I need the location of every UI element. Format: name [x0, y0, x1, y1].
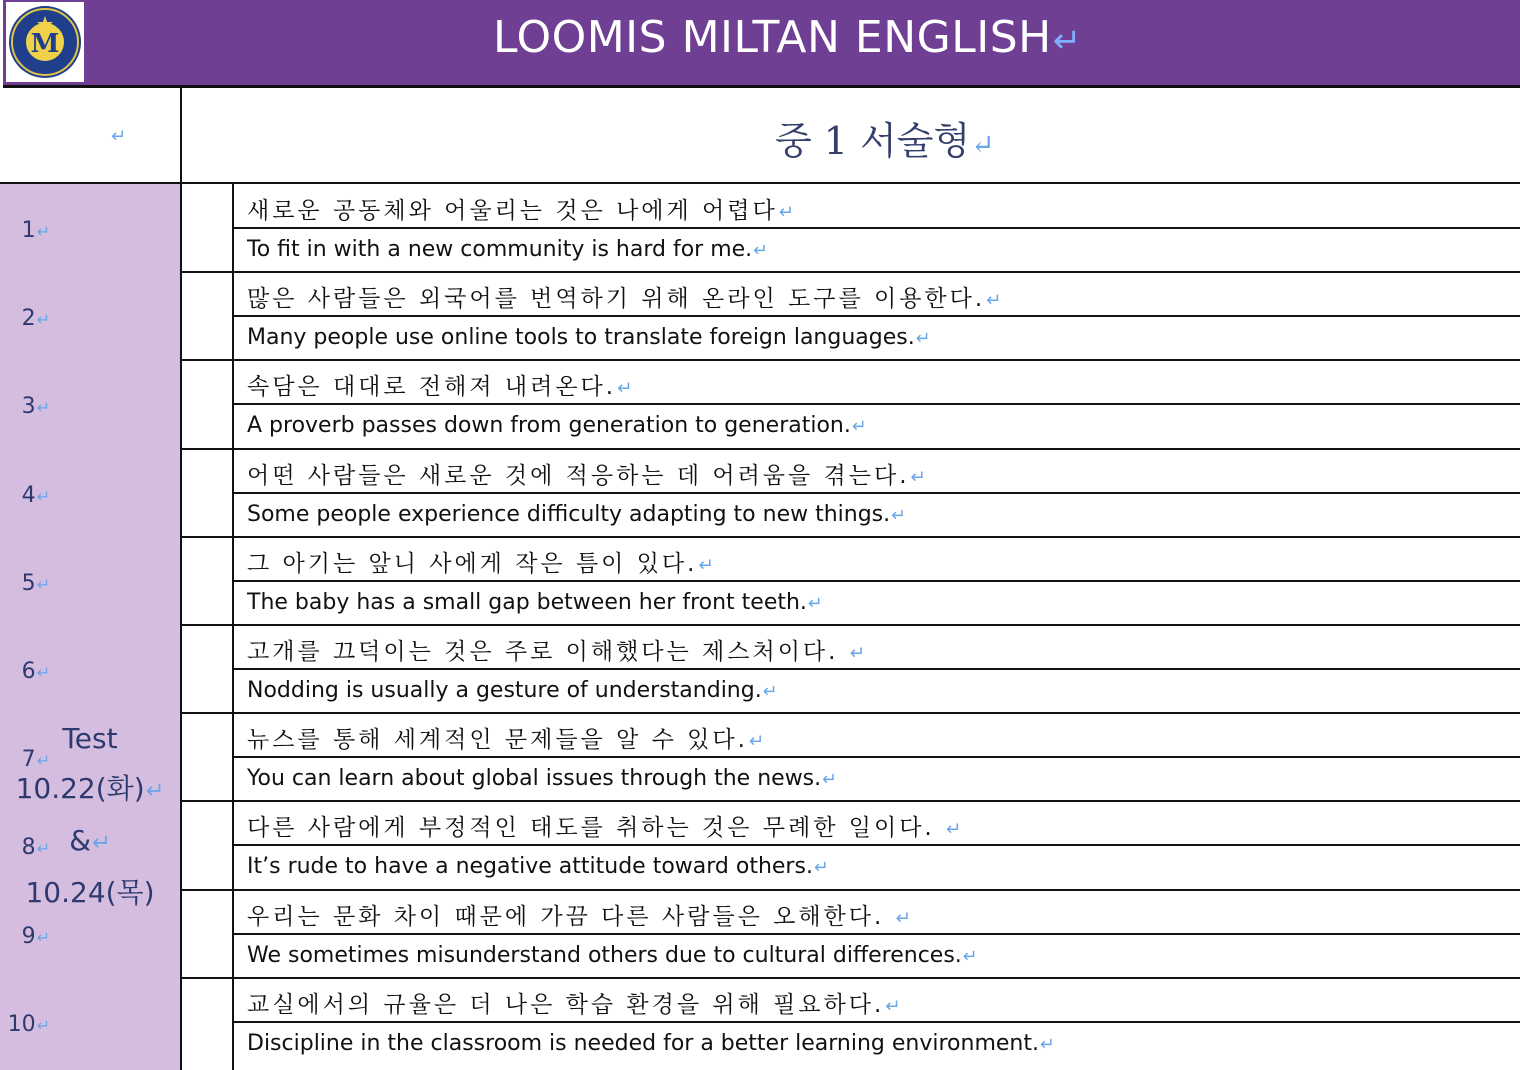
english-sentence: Nodding is usually a gesture of understanding.↵ [247, 678, 778, 703]
item-divider [233, 536, 1520, 538]
worksheet-subtitle: 중 1 서술형↵ [775, 119, 995, 163]
item-number: 4↵ [21, 482, 50, 508]
test-date-2: 10.24(목) [25, 876, 155, 909]
number-divider [182, 536, 232, 538]
item-number: 1↵ [21, 218, 50, 243]
item-number: 5↵ [21, 570, 50, 596]
item-number: 2↵ [21, 306, 50, 332]
row-divider [233, 844, 1520, 846]
row-divider [233, 933, 1520, 935]
number-divider [182, 712, 232, 714]
english-sentence: To fit in with a new community is hard for me.↵ [247, 237, 768, 262]
row-divider [233, 668, 1520, 670]
test-dates [0, 714, 180, 918]
school-logo [6, 2, 84, 82]
page-title: LOOMIS MILTAN ENGLISH↵ [493, 12, 1082, 63]
test-ampersand: &↵ [69, 824, 111, 857]
item-divider [233, 800, 1520, 802]
item-divider [233, 889, 1520, 891]
english-sentence: The baby has a small gap between her front teeth.↵ [247, 589, 823, 615]
row-divider [233, 403, 1520, 405]
number-divider [182, 800, 232, 802]
item-divider [233, 271, 1520, 273]
row-divider [233, 492, 1520, 494]
item-number: 8↵ [21, 835, 50, 861]
item-number: 9↵ [21, 923, 50, 949]
number-divider [182, 889, 232, 891]
english-sentence: It’s rude to have a negative attitude toward others.↵ [247, 854, 829, 880]
english-sentence: Many people use online tools to translate foreign languages.↵ [247, 325, 931, 351]
row-divider [233, 1021, 1520, 1023]
korean-sentence: 다른 사람에게 부정적인 태도를 취하는 것은 무례한 일이다. ↵ [247, 815, 965, 842]
korean-sentence: 어떤 사람들은 새로운 것에 적응하는 데 어려움을 겪는다.↵ [247, 462, 929, 489]
subtitle-left-cell: ↵ [0, 88, 182, 183]
number-column [182, 184, 234, 1070]
korean-sentence: 우리는 문화 차이 때문에 가끔 다른 사람들은 오해한다. ↵ [247, 903, 915, 930]
english-sentence: A proverb passes down from generation to generation.↵ [247, 413, 867, 439]
korean-sentence: 많은 사람들은 외국어를 번역하기 위해 온라인 도구를 이용한다.↵ [247, 286, 1005, 313]
test-date-1: 10.22(화)↵ [15, 772, 165, 805]
number-divider [182, 271, 232, 273]
number-divider [182, 448, 232, 450]
item-divider [233, 712, 1520, 714]
number-divider [182, 359, 232, 361]
english-sentence: We sometimes misunderstand others due to cultural differences.↵ [247, 942, 978, 968]
test-label: Test [62, 722, 118, 755]
korean-sentence: 교실에서의 규율은 더 나은 학습 환경을 위해 필요하다.↵ [247, 991, 904, 1018]
page-header [3, 0, 1520, 88]
number-divider [182, 977, 232, 979]
row-divider [233, 580, 1520, 582]
korean-sentence: 그 아기는 앞니 사에게 작은 틈이 있다.↵ [247, 550, 717, 577]
korean-sentence: 뉴스를 통해 세계적인 문제들을 알 수 있다.↵ [247, 727, 768, 754]
item-divider [233, 624, 1520, 626]
row-divider [233, 227, 1520, 229]
item-number: 6↵ [21, 659, 50, 684]
korean-sentence: 속담은 대대로 전해져 내려온다.↵ [247, 374, 636, 401]
logo-letter: M [30, 29, 60, 59]
item-number: 3↵ [21, 394, 50, 420]
row-divider [233, 756, 1520, 758]
item-divider [233, 359, 1520, 361]
item-number: 7↵ [21, 747, 50, 773]
item-divider [233, 448, 1520, 450]
korean-sentence: 새로운 공동체와 어울리는 것은 나에게 어렵다↵ [247, 198, 798, 224]
number-divider [182, 624, 232, 626]
english-sentence: You can learn about global issues through the news.↵ [247, 766, 837, 792]
english-sentence: Some people experience difficulty adapting to new things.↵ [247, 501, 906, 527]
item-number: 10↵ [7, 1011, 50, 1037]
item-divider [233, 977, 1520, 979]
english-sentence: Discipline in the classroom is needed for a better learning environment.↵ [247, 1030, 1055, 1056]
korean-sentence: 고개를 끄덕이는 것은 주로 이해했다는 제스처이다. ↵ [247, 639, 869, 665]
row-divider [233, 315, 1520, 317]
